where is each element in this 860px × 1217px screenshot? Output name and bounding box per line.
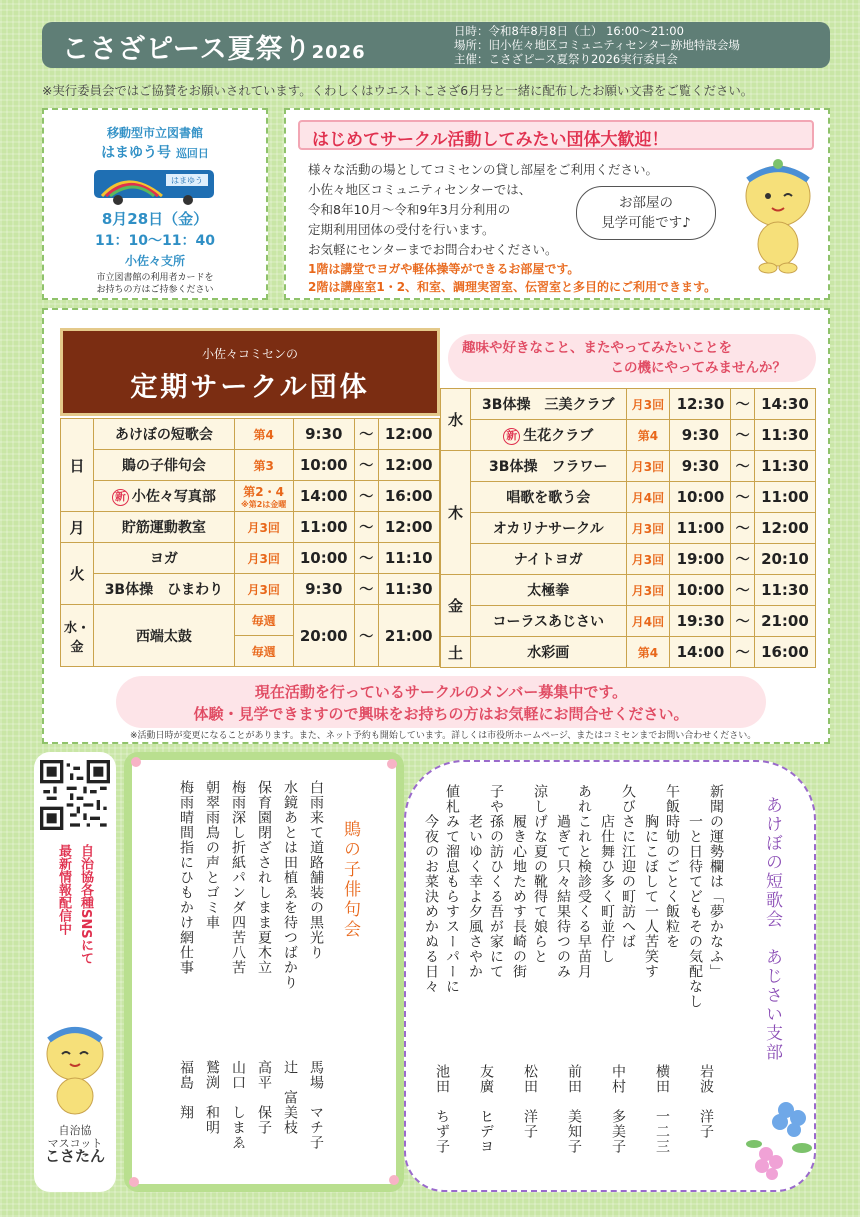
circle-start: 10:00 [293,450,354,481]
circle-frequency: 毎週 [234,636,293,667]
tanka-author: 中村 多美子 [610,1064,626,1154]
haiku-poem: 保育園閉ざされしまま夏木立 [256,780,272,975]
haiku-poem: 梅雨晴間指にひもかけ網仕事 [178,780,194,975]
recruit-rooms: 1階は講堂でヨガや軽体操等ができるお部屋です。 2階は講座室1・2、和室、調理実習室、伝習室と多目的にご利用できます。 [308,262,717,294]
circle-frequency: 第2・4 ※第2は金曜 [234,481,293,512]
circle-end: 11:30 [754,420,815,451]
circle-start: 20:00 [293,605,354,667]
table-row [61,605,440,636]
circle-table-left [60,418,440,667]
event-organizer: 主催：こさざピース夏祭り2026実行委員会 [454,51,678,66]
circle-start: 10:00 [670,482,731,513]
table-row [61,543,440,574]
recruit-body: 様々な活動の場としてコミセンの貸し部屋をご利用ください。 小佐々地区コミュニティセンターでは、 令和8年10月～令和9年3月分利用の 定期利用団体の受付を行います。 お気軽にセンターまでお問合わせください。 [308,162,659,257]
library-name: はまゆう号 巡回日 [101,145,209,161]
time-separator: ～ [354,605,378,667]
haiku-author: 辻 富美枝 [282,1060,298,1135]
table-row [61,450,440,481]
circle-start: 10:00 [670,575,731,606]
table-row [441,575,816,606]
bus-illustration [92,166,217,206]
haiku-poem: 水鏡あとは田植ゑを待つばかり [282,780,298,990]
tanka-line1: 値札みて溜息もらすスーパーに [444,784,460,994]
circle-start: 19:30 [670,606,731,637]
tanka-line2: 老いゆく幸よ夕風さやか [467,814,483,979]
circle-start: 19:00 [670,544,731,575]
banner-subtitle: 小佐々コミセンの [201,347,298,361]
circle-frequency: 月3回 [234,574,293,605]
circle-end: 12:00 [378,512,439,543]
table-row [441,420,816,451]
circle-start: 14:00 [670,637,731,668]
circle-frequency: 月3回 [626,513,670,544]
table-row [441,637,816,668]
circle-end: 16:00 [378,481,439,512]
table-row [441,544,816,575]
circle-name: 3B体操 ひまわり [94,574,235,605]
library-line1: 移動型市立図書館 [106,126,203,140]
sns-text: 自治協各種SNSにて 最新情報配信中 [56,844,93,965]
tanka-line1: 午飯時劬のごとく飯粒を [664,784,680,949]
circle-end: 11:30 [754,575,815,606]
day-cell: 金 [441,575,471,637]
mascot-kosatan-icon [40,1018,110,1118]
circle-end: 12:00 [378,450,439,481]
haiku-poem: 朝翠雨鳥の声とゴミ車 [204,780,220,930]
circle-table-right [440,388,816,668]
recruit-title: はじめてサークル活動してみたい団体大歓迎！ [312,130,669,150]
circles-section [42,308,830,744]
circles-banner [60,328,440,416]
event-date: 日時：令和8年8月8日（土） 16:00～21:00 [454,24,684,38]
time-separator: ～ [731,544,754,575]
circle-name: 新 小佐々写真部 [94,481,235,512]
time-separator: ～ [731,513,754,544]
circle-frequency: 月3回 [626,451,670,482]
table-row [61,512,440,543]
circle-start: 14:00 [293,481,354,512]
circle-end: 11:10 [378,543,439,574]
tanka-line1: 子や孫の訪ひくる吾が家にて [488,784,504,979]
time-separator: ～ [354,512,378,543]
library-box [42,108,268,300]
circle-start: 10:00 [293,543,354,574]
table-row [441,513,816,544]
circle-name: あけぼの短歌会 [94,419,235,450]
library-time: 11：10～11：40 [95,233,215,249]
circle-end: 20:10 [754,544,815,575]
speech-bubble: お部屋の 見学可能です♪ [576,186,716,240]
table-row [441,389,816,420]
time-separator: ～ [354,574,378,605]
event-place: 場所：旧小佐々地区コミュニティセンター跡地特設会場 [454,37,740,52]
tanka-author: 友廣 ヒデヨ [478,1064,494,1154]
circle-frequency: 月3回 [626,575,670,606]
circle-end: 21:00 [378,605,439,667]
time-separator: ～ [354,450,378,481]
time-separator: ～ [731,606,754,637]
haiku-title: 鵙の子俳句会 [340,820,360,940]
circle-frequency: 月3回 [626,544,670,575]
time-separator: ～ [731,482,754,513]
day-cell: 木 [441,451,471,575]
hydrangea-icon [746,1092,816,1188]
tanka-title: あけぼの短歌会 あじさい支部 [762,796,782,1062]
tanka-line2: 過ぎて只々結果待つのみ [555,814,571,979]
tanka-line2: 胸にこぼして一人苦笑す [643,814,659,979]
schedule-footnote: ※活動日時が変更になることがあります。また、ネット予約も開始しています。詳しくは市役所ホームページ、またはコミセンまでお問い合わせください。 [130,731,757,741]
table-row [441,451,816,482]
banner-title: 定期サークル団体 [130,372,370,403]
circle-end: 11:30 [378,574,439,605]
circle-name: 西端太鼓 [94,605,235,667]
day-cell: 水 [441,389,471,451]
table-row [441,482,816,513]
circle-start: 11:00 [293,512,354,543]
time-separator: ～ [731,420,754,451]
table-row [61,481,440,512]
mascot-label: 自治協 マスコット こさたん [44,1124,105,1165]
time-separator: ～ [731,389,754,420]
haiku-poem: 梅雨深し折紙パンダ四苦八苦 [230,780,246,975]
time-separator: ～ [731,637,754,668]
day-cell: 日 [61,419,94,512]
circle-start: 12:30 [670,389,731,420]
circle-start: 9:30 [293,574,354,605]
circle-start: 9:30 [670,451,731,482]
circle-end: 11:00 [754,482,815,513]
time-separator: ～ [354,419,378,450]
tanka-author: 岩波 洋子 [698,1064,714,1139]
circle-frequency: 第4 [234,419,293,450]
circle-frequency: 月3回 [234,543,293,574]
tanka-line1: 新聞の運勢欄は「夢かなふ」 [708,784,724,979]
svg-text:はまゆう: はまゆう [171,176,203,185]
haiku-poem: 白雨来て道路舗装の黒光り [308,780,324,960]
tanka-line1: 涼しげな夏の靴得て娘らと [532,784,548,964]
haiku-author: 福島 翔 [178,1060,194,1120]
tanka-section [404,760,816,1192]
circle-name: 唱歌を歌う会 [471,482,627,513]
haiku-author: 山口 しまゑ [230,1060,246,1150]
new-badge: 新 [112,489,129,506]
library-place: 小佐々支所 [124,254,185,268]
table-row [441,606,816,637]
circle-end: 12:00 [754,513,815,544]
circle-name: 3B体操 三美クラブ [471,389,627,420]
time-separator: ～ [354,481,378,512]
event-title: こさざピース夏祭り2026 [62,34,366,65]
circle-frequency: 月4回 [626,482,670,513]
tanka-author: 池田 ちず子 [434,1064,450,1154]
circle-name: 太極拳 [471,575,627,606]
day-cell: 土 [441,637,471,668]
circle-name: 貯筋運動教室 [94,512,235,543]
table-row [61,574,440,605]
circle-frequency: 月3回 [234,512,293,543]
circle-frequency: 第4 [626,637,670,668]
circle-frequency: 第4 [626,420,670,451]
library-date: 8月28日（金） [101,210,209,228]
circle-end: 14:30 [754,389,815,420]
circle-end: 21:00 [754,606,815,637]
circle-end: 11:30 [754,451,815,482]
tanka-line2: 履き心地ためす長崎の街 [511,814,527,979]
circle-name: 水彩画 [471,637,627,668]
circle-name: 鵙の子俳句会 [94,450,235,481]
time-separator: ～ [731,451,754,482]
circle-end: 12:00 [378,419,439,450]
day-cell: 月 [61,512,94,543]
tanka-author: 前田 美知子 [566,1064,582,1154]
sns-box [34,752,116,1192]
haiku-author: 鷲渕 和明 [204,1060,220,1135]
tanka-line2: 店仕舞ひ多く町並佇し [599,814,615,964]
circle-name: オカリナサークル [471,513,627,544]
circle-name: 新 生花クラブ [471,420,627,451]
event-header [42,22,830,68]
circle-name: 3B体操 フラワー [471,451,627,482]
circle-name: ナイトヨガ [471,544,627,575]
circle-frequency: 月3回 [626,389,670,420]
circle-name: コーラスあじさい [471,606,627,637]
table-row [61,419,440,450]
day-cell: 水・金 [61,605,94,667]
circle-frequency: 月4回 [626,606,670,637]
circle-start: 11:00 [670,513,731,544]
recruit-box [284,108,830,300]
circle-end: 16:00 [754,637,815,668]
circle-start: 9:30 [293,419,354,450]
tanka-author: 横田 一二三 [654,1064,670,1154]
circle-frequency: 毎週 [234,605,293,636]
tanka-line1: あれこれと検診受くる早苗月 [576,784,592,979]
day-cell: 火 [61,543,94,605]
circle-name: ヨガ [94,543,235,574]
qr-code[interactable] [40,760,110,830]
sponsor-notice: ※実行委員会ではご協賛をお願いされています。くわしくはウエストこさざ6月号と一緒に配布したお願い文書をご覧ください。 [42,83,754,98]
members-wanted: 現在活動を行っているサークルのメンバー募集中です。 体験・見学できますので興味をお持ちの方はお気軽にお問合せください。 [116,676,766,728]
library-note: 市立図書館の利用者カードを お持ちの方はご持参ください [96,273,214,295]
time-separator: ～ [354,543,378,574]
recruit-banner [298,120,814,150]
invite-banner: 趣味や好きなこと、またやってみたいことを この機にやってみませんか？ [448,334,816,382]
haiku-section [124,752,404,1192]
new-badge: 新 [503,428,520,445]
tanka-author: 松田 洋子 [522,1064,538,1139]
tanka-line1: 久びさに江迎の町訪へば [620,784,636,949]
event-info [454,25,740,66]
circle-start: 9:30 [670,420,731,451]
haiku-author: 馬場 マチ子 [308,1060,324,1150]
tanka-line2: 一と日待てどもその気配なし [687,814,703,1009]
tanka-line2: 今夜のお菜決めかぬる日々 [423,814,439,994]
time-separator: ～ [731,575,754,606]
mascot-illustration [738,156,818,276]
haiku-author: 高平 保子 [256,1060,272,1135]
circle-frequency: 第3 [234,450,293,481]
